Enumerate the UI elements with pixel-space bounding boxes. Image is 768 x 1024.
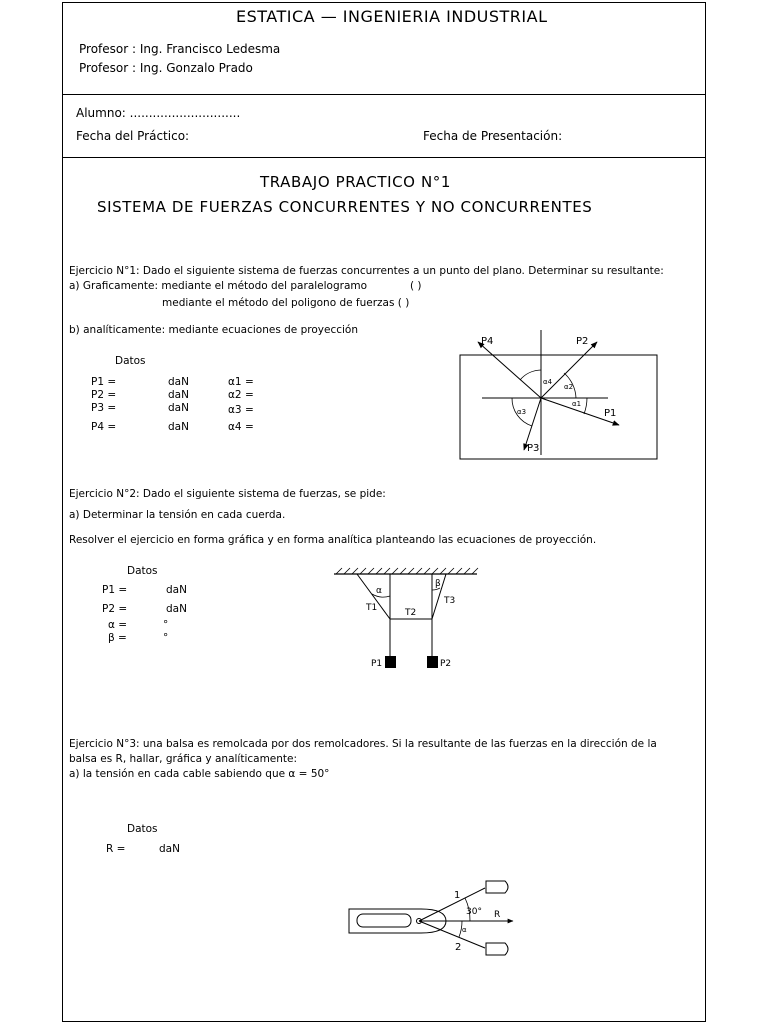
ex3-r-label: R = <box>106 843 126 855</box>
ex3-statement-2: balsa es R, hallar, gráfica y analíticamente: <box>69 753 298 765</box>
header-title: ESTATICA — INGENIERIA INDUSTRIAL <box>236 7 548 26</box>
alumno-field: Alumno: ............................. <box>76 106 241 120</box>
ex3-raft-cabin <box>357 914 411 927</box>
ex1-fig-a3: α3 <box>517 408 527 416</box>
ex3-cable-2 <box>419 921 485 948</box>
ex2-p1-label: P1 = <box>102 584 128 596</box>
ex2-fig-t3: T3 <box>444 596 456 606</box>
ex1-a-line1-paren: ( ) <box>410 280 422 292</box>
ex2-resolver: Resolver el ejercicio en forma gráfica y en forma analítica planteando las ecuaciones de proyección. <box>69 534 597 546</box>
ex2-alpha-unit: ° <box>163 619 169 631</box>
ex3-fig-1: 1 <box>454 890 461 901</box>
ex1-fig-p1: P1 <box>604 408 617 419</box>
ex1-fig-a2: α2 <box>564 383 574 391</box>
ex1-fig-p2: P2 <box>576 336 589 347</box>
ex1-fig-a1: α1 <box>572 400 582 408</box>
ex2-fig-alpha: α <box>376 586 382 596</box>
ex2-p2-unit: daN <box>166 603 187 615</box>
ex2-datos: Datos <box>127 565 158 577</box>
ex3-tug-2 <box>486 943 508 955</box>
ex1-p4-unit: daN <box>168 421 189 433</box>
ex3-a-line: a) la tensión en cada cable sabiendo que α = 50° <box>69 768 330 780</box>
professor-1: Profesor : Ing. Francisco Ledesma <box>79 42 281 56</box>
ex3-datos: Datos <box>127 823 158 835</box>
practice-title: TRABAJO PRACTICO N°1 <box>260 173 452 191</box>
ex3-fig-30: 30° <box>466 907 482 917</box>
ex2-a-line: a) Determinar la tensión en cada cuerda. <box>69 509 286 521</box>
ex1-a-line2: mediante el método del poligono de fuerzas ( ) <box>162 297 410 309</box>
ex2-fig-p2: P2 <box>440 659 452 669</box>
ex3-fig-r: R <box>494 910 501 920</box>
ex2-fig-beta: β <box>435 579 441 589</box>
ex2-p2-label: P2 = <box>102 603 128 615</box>
ex1-a4-label: α4 = <box>228 421 254 433</box>
ex1-a-line1: a) Graficamente: mediante el método del paralelogramo <box>69 280 368 292</box>
ex1-p3-unit: daN <box>168 402 189 414</box>
fecha-presentacion-label: Fecha de Presentación: <box>423 129 563 143</box>
ex3-r-unit: daN <box>159 843 180 855</box>
ex3-fig-alpha: α <box>462 926 467 934</box>
ex1-p4-label: P4 = <box>91 421 117 433</box>
ex1-a3-label: α3 = <box>228 404 254 416</box>
ex1-p1-label: P1 = <box>91 376 117 388</box>
ex3-statement-1: Ejercicio N°3: una balsa es remolcada por dos remolcadores. Si la resultante de las fuerzas en la dirección de la <box>69 738 657 750</box>
ex2-fig-p1: P1 <box>371 659 383 669</box>
ex1-a2-label: α2 = <box>228 389 254 401</box>
ex1-fig-p4: P4 <box>481 336 494 347</box>
ex2-alpha-label: α = <box>108 619 128 631</box>
ex2-statement: Ejercicio N°2: Dado el siguiente sistema de fuerzas, se pide: <box>69 488 386 500</box>
ex3-tug-1 <box>486 881 508 893</box>
ex1-p3-label: P3 = <box>91 402 117 414</box>
ex1-p1-unit: daN <box>168 376 189 388</box>
ex2-fig-t2: T2 <box>405 608 417 618</box>
ex3-fig-2: 2 <box>455 942 462 953</box>
ex1-b-line: b) analíticamente: mediante ecuaciones de proyección <box>69 324 358 336</box>
ex1-datos: Datos <box>115 355 146 367</box>
ex2-fig-t1: T1 <box>366 603 378 613</box>
ex1-fig-p3: P3 <box>527 443 540 454</box>
ex1-p2-label: P2 = <box>91 389 117 401</box>
professor-2: Profesor : Ing. Gonzalo Prado <box>79 61 253 75</box>
ex2-beta-label: β = <box>108 632 127 644</box>
fecha-practico-label: Fecha del Práctico: <box>76 129 190 143</box>
ex2-p1-unit: daN <box>166 584 187 596</box>
ex2-beta-unit: ° <box>163 632 169 644</box>
ex1-a1-label: α1 = <box>228 376 254 388</box>
practice-subtitle: SISTEMA DE FUERZAS CONCURRENTES Y NO CONCURRENTES <box>97 198 593 216</box>
ex1-statement: Ejercicio N°1: Dado el siguiente sistema de fuerzas concurrentes a un punto del plano. Determinar su resultante: <box>69 265 664 277</box>
ex1-p2-unit: daN <box>168 389 189 401</box>
ex1-fig-a4: α4 <box>543 378 553 386</box>
